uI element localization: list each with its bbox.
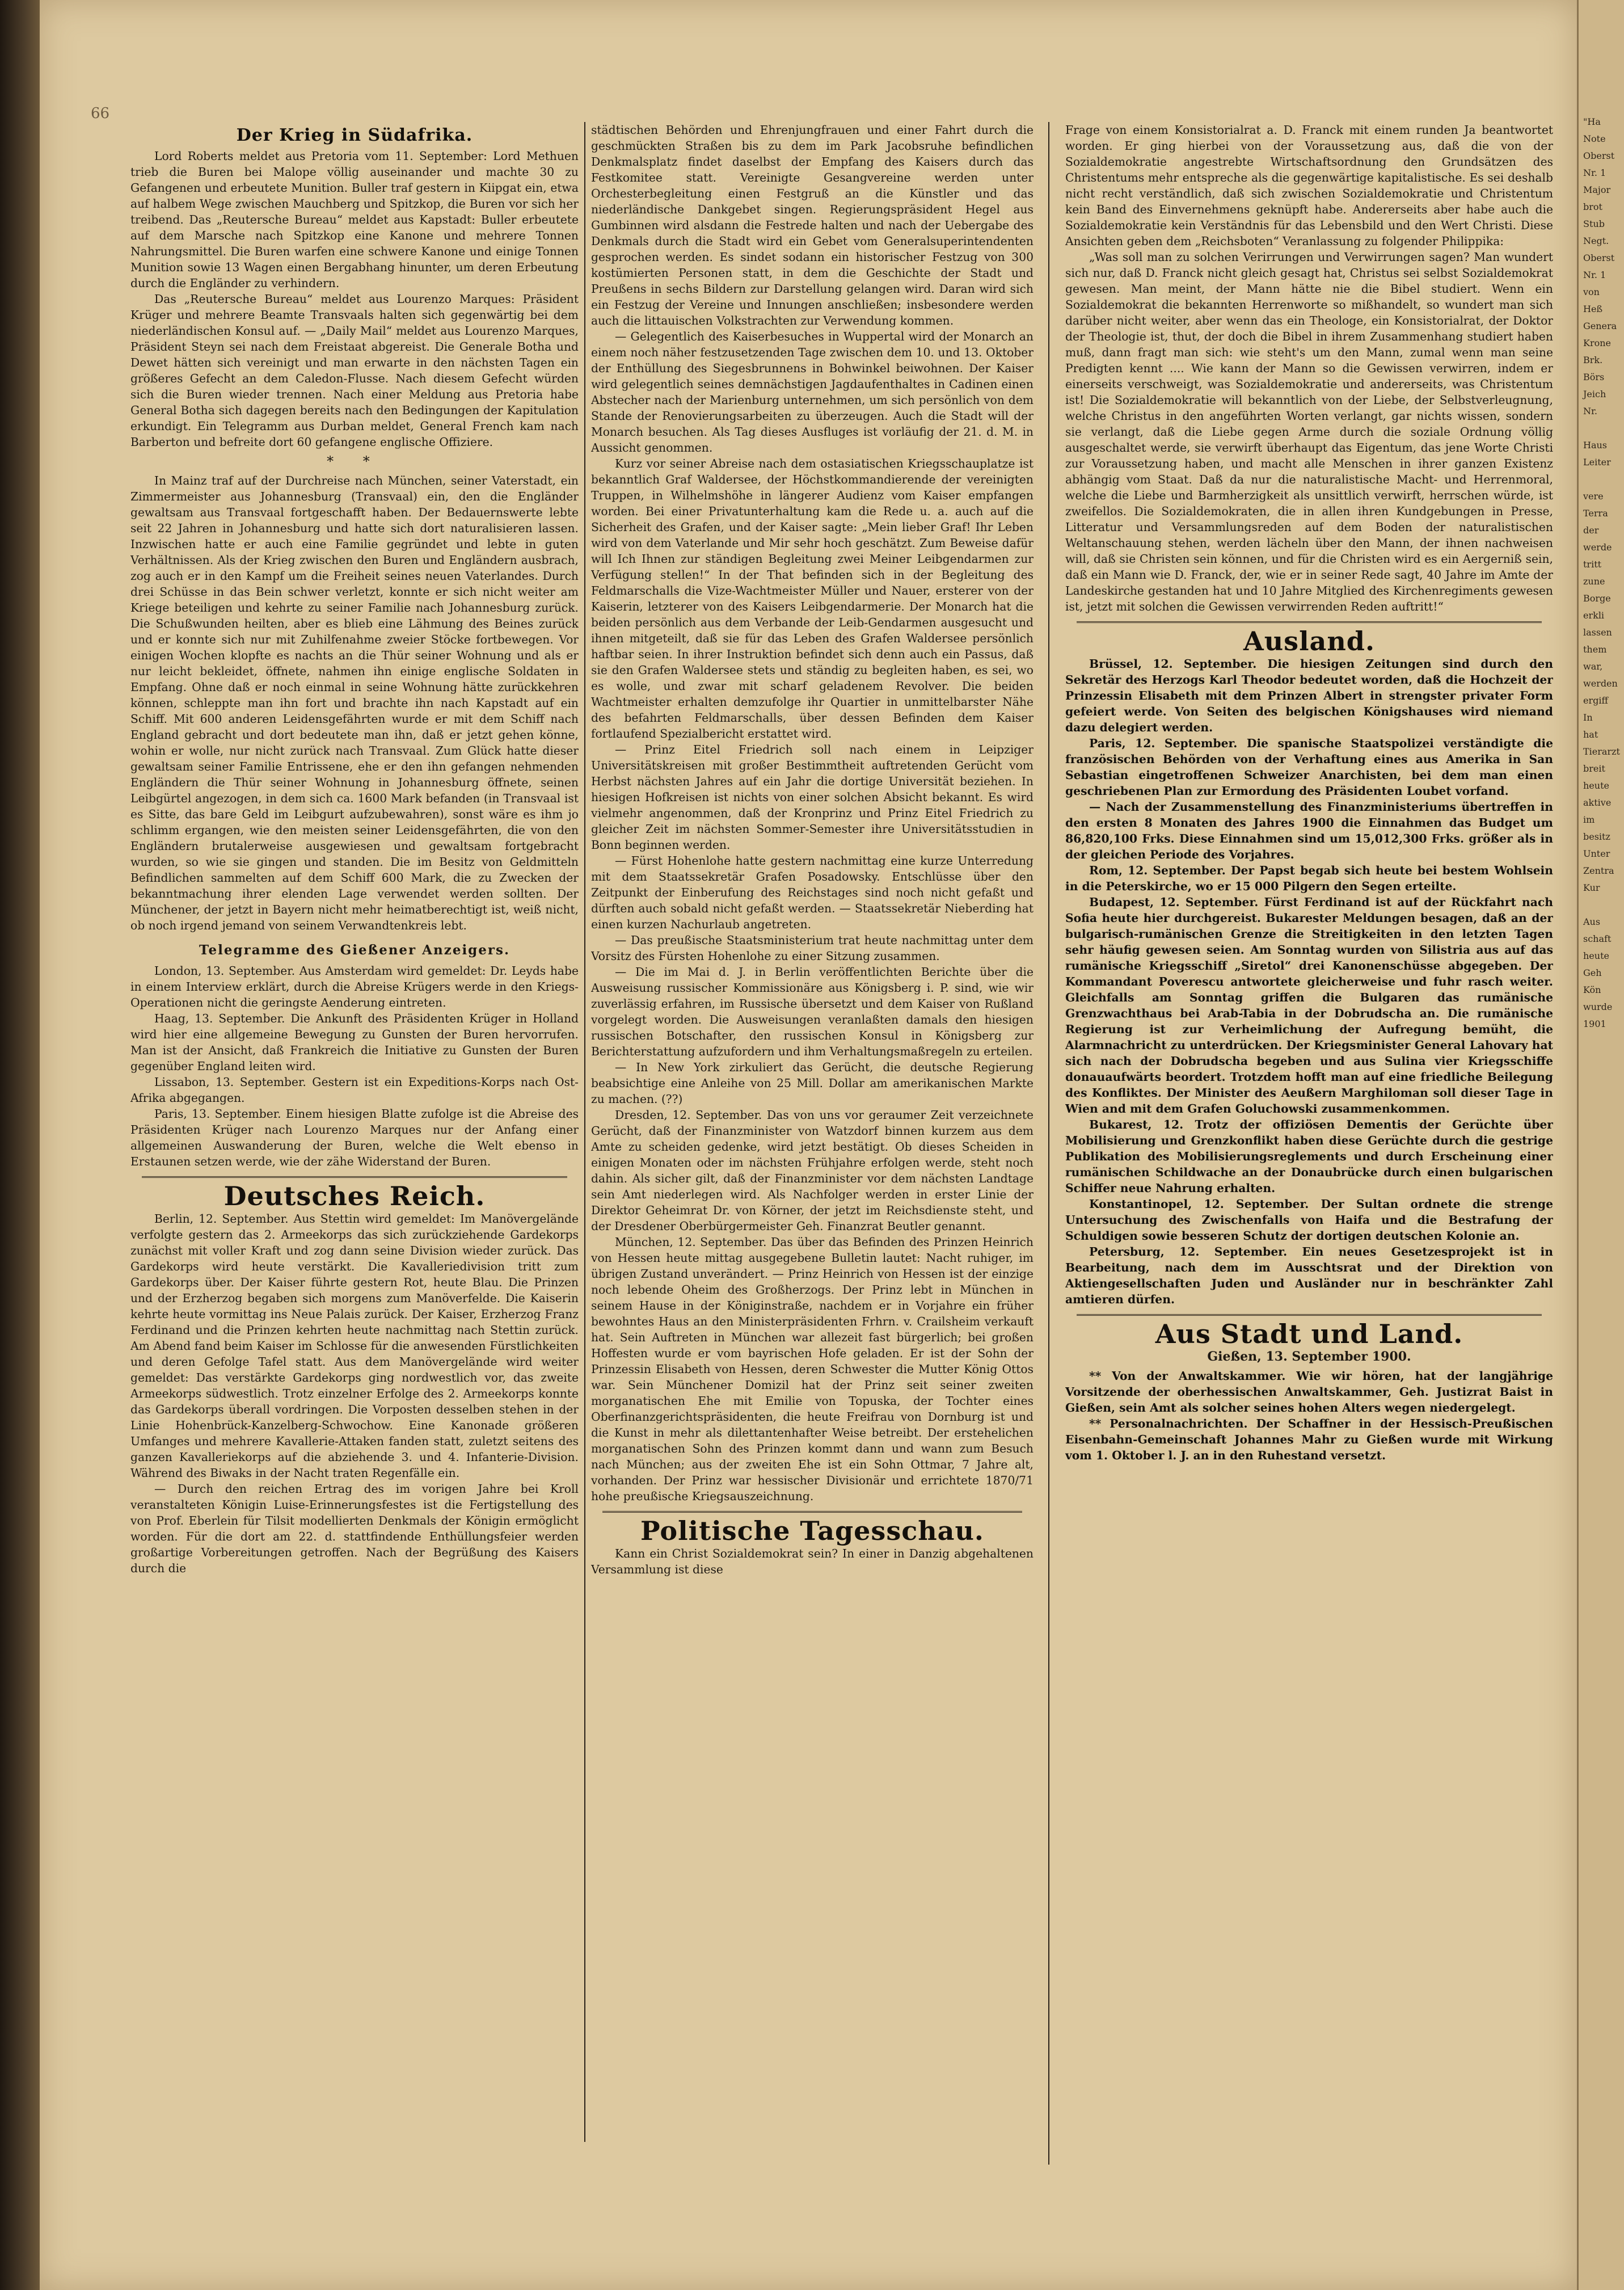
quote-paragraph: „Was soll man zu solchen Verirrungen und Verwirrungen sagen? Man wundert sich nur, daß D. Franck nicht gleich gesagt hat, Christus sei selbst Sozialdemokrat gewesen. Man meint, der Mann hätte nie die Bibel studiert. Wenn ein Sozialdemokrat die bekannten Herrenworte so mißhandelt, so wundert man sich darüber nicht weiter, aber wenn das ein Theologe, ein Konsistorialrat, der Doktor der Theologie ist, thut, der doch die Bibel in ihrem Zusammenhang studiert haben muß, dann fragt man sich: wie steht's um den Mann, zumal wenn man seine Predigten kennt .... Wie kann der Mann so die Gewissen verwirren, indem er einerseits verschweigt, was Sozialdemokratie und andererseits, was Christentum ist! Die Sozialdemokratie will bekanntlich von der Liebe, der Selbstverleugnung, welche Christus in den angeführten Worten verlangt, gar nichts wissen, sondern sie verlangt, daß die Liebe gegen Arme durch die soziale Ordnung völlig ausgeschaltet werde, sie verwirft überhaupt das Eigentum, das jene Worte Christi zur Voraussetzung haben, und macht alle Menschen in ihrer ganzen Existenz abhängig vom Staat. Daß da nur die naturalistische Macht- und Herrenmoral, welche die Liebe und Barmherzigkeit als unsittlich verwirft, herrschen würde, ist zweifellos. Die Sozialdemokraten, die in allen ihren Kundgebungen in Presse, Litteratur und Versammlungsreden auf dem Boden der naturalistischen Weltanschauung stehen, werden lächeln über den Mann, der ihnen nachweisen will, daß sie Christen sein können, und für die Christen wird es ein Aergerniß sein, daß ein Mann wie D. Franck, der, wie er in seiner Rede sagt, 40 Jahre im Amte der Landeskirche gestanden hat und 10 Jahre Mitglied des Kirchenregiments gewesen ist, jetzt mit solchen die Gewissen verwirrenden Reden auftritt!“ xyxy=(1065,250,1553,613)
article-paragraph: — Fürst Hohenlohe hatte gestern nachmittag eine kurze Unterredung mit dem Staatssekretär Grafen Posadowsky. Entschlüsse über den Zeitpunkt der Einberufung des Reichstages sind noch nicht gefaßt und dürften auch sobald nicht gefaßt werden. — Staatssekretär Nieberding hat einen kurzen Nachurlaub angetreten. xyxy=(591,854,1034,931)
column-3 xyxy=(1065,122,1553,2176)
page-number: 66 xyxy=(91,105,110,122)
column-rule-1 xyxy=(584,122,585,2142)
article-paragraph: Lord Roberts meldet aus Pretoria vom 11. September: Lord Methuen trieb die Buren bei Malope völlig auseinander und machte 30 zu Gefangenen und erbeutete Munition. Buller traf gestern in Kiipgat ein, etwa auf halbem Wege zwischen Mauchberg und Spitzkop, die Buren vor sich her treibend. Das „Reutersche Bureau“ meldet aus Kapstadt: Buller erbeutete auf dem Marsche nach Spitzkop eine Kanone und mehrere Tonnen Nahrungsmittel. Die Buren warfen eine schwere Kanone und einige Tonnen Munition sowie 13 Wagen einen Bergabhang hinunter, um deren Erbeutung durch die Engländer zu verhindern. xyxy=(130,149,579,290)
article-paragraph: ** Personalnachrichten. Der Schaffner in der Hessisch-Preußischen Eisenbahn-Gemeinschaft Johannes Mahr zu Gießen wurde mit Wirkung vom 1. Oktober l. J. an in den Ruhestand versetzt. xyxy=(1065,1417,1553,1462)
heading-krieg: Der Krieg in Südafrika. xyxy=(236,125,473,145)
section-divider xyxy=(1077,621,1542,623)
column-1 xyxy=(130,122,579,2131)
article-paragraph: Das „Reutersche Bureau“ meldet aus Lourenzo Marques: Präsident Krüger und mehrere Beamte Transvaals halten sich gegenwärtig bei dem niederländischen Konsul auf. — „Daily Mail“ meldet aus Lourenzo Marques, Präsident Steyn sei nach dem Freistaat abgereist. Die Generale Botha und Dewet hätten sich vereinigt und man erwarte in den nächsten Tagen ein größeres Gefecht an dem Caledon-Flusse. Nach diesem Gefecht würden sich die Buren wieder trennen. Nach einer Meldung aus Pretoria habe General Botha sich dagegen bereits nach den Bedingungen der Kapitulation erkundigt. Ein Telegramm aus Durban meldet, General French kam nach Barberton und befreite dort 60 gefangene englische Offiziere. xyxy=(130,292,579,449)
article-paragraph: — Die im Mai d. J. in Berlin veröffentlichten Berichte über die Ausweisung russischer Kommissionäre aus Königsberg i. P. sind, wie wir zuverlässig erfahren, im Russische übersetzt und dem Kaiser von Rußland vorgelegt worden. Die Ausweisungen veranlaßten damals den hiesigen russischen Botschafter, den russischen Konsul in Königsberg zur Berichterstattung aufzufordern und ihm Verhaltungsmaßregeln zu erteilen. xyxy=(591,965,1034,1058)
dateline: Gießen, 13. September 1900. xyxy=(1207,1349,1411,1364)
article-paragraph: städtischen Behörden und Ehrenjungfrauen und einer Fahrt durch die geschmückten Straßen bis zu dem im Park Jacobsruhe befindlichen Denkmalsplatz findet daselbst der Empfang des Kaisers durch das Festkomitee statt. Vereinigte Gesangvereine werden unter Orchesterbegleitung einen Festgruß an die Künstler und das niederländische Dankgebet singen. Regierungspräsident Hegel aus Gumbinnen wird alsdann die Festrede halten und nach der Uebergabe des Denkmals durch die Stadt wird ein Gebet vom Generalsuperintendenten gesprochen werden. Es sindet sodann ein historischer Festzug von 300 kostümierten Personen statt, in dem die Geschichte der Stadt und Preußens in sechs Bildern zur Darstellung gelangen wird. Daran wird sich ein Festzug der Vereine und Innungen anschließen; insbesondere werden auch die littauischen Volkstrachten zur Verwendung kommen. xyxy=(591,123,1034,327)
article-paragraph: Konstantinopel, 12. September. Der Sultan ordnete die strenge Untersuchung des Zwischenfalls von Haifa und die Bestrafung der Schuldigen sowie besseren Schutz der dortigen deutschen Kolonie an. xyxy=(1065,1197,1553,1243)
article-paragraph: Kurz vor seiner Abreise nach dem ostasiatischen Kriegsschauplatze ist bekanntlich Graf Waldersee, der Höchstkommandierende der vereinigten Truppen, in Wilhelmshöhe in längerer Audienz vom Kaiser empfangen worden. Bei einer Privatunterhaltung kam die Rede u. a. auch auf die Sicherheit des Grafen, und der Kaiser sagte: „Mein lieber Graf! Ihr Leben wird von dem Vaterlande und Mir sehr hoch geschätzt. Zum Beweise dafür will Ich Ihnen zur ständigen Begleitung zwei Meiner Leibgendarmen zur Verfügung stellen!“ In der That befinden sich in der Begleitung des Feldmarschalls die Vize-Wachtmeister Müller und Nauer, ersterer von der Kaiserin, letzterer von des Kaisers Leibgendarmerie. Der Monarch hat die beiden persönlich aus dem Verbande der Leib-Gendarmen ausgesucht und ihnen mitgeteilt, daß sie für das Leben des Grafen Waldersee persönlich haftbar seien. In ihrer Instruktion befindet sich denn auch ein Passus, daß sie den Grafen Waldersee stets und ständig zu begleiten haben, es sei, wo es wolle, und zwar mit scharf geladenem Revolver. Die beiden Wachtmeister erhalten demzufolge ihr Quartier in unmittelbarster Nähe des befahrten Feldmarschalls, über dessen Befinden dem Kaiser fortlaufend Spezialbericht erstattet wird. xyxy=(591,457,1034,740)
book-binding xyxy=(0,0,40,2290)
article-paragraph: Bukarest, 12. Trotz der offiziösen Dementis der Gerüchte über Mobilisierung und Grenzkonflikt haben diese Gerüchte durch die gestrige Publikation des Mobilisierungsreglements und durch Erscheinung einer rumänischen Schildwache an der Donaubrücke durch einen bulgarischen Schiffer neue Nahrung erhalten. xyxy=(1065,1118,1553,1195)
article-paragraph: Kann ein Christ Sozialdemokrat sein? In einer in Danzig abgehaltenen Versammlung ist diese xyxy=(591,1547,1034,1576)
article-paragraph: ** Von der Anwaltskammer. Wie wir hören, hat der langjährige Vorsitzende der oberhessischen Anwaltskammer, Geh. Justizrat Baist in Gießen, sein Amt als solcher seines hohen Alters wegen niedergelegt. xyxy=(1065,1369,1553,1415)
article-paragraph: Petersburg, 12. September. Ein neues Gesetzesprojekt ist in Bearbeitung, nach dem im Ausschtsrat und der Direktion von Aktiengesellschaften Juden und Ausländer nur in beschränkter Zahl amtieren dürfen. xyxy=(1065,1245,1553,1306)
section-divider xyxy=(142,1176,567,1178)
column-2 xyxy=(591,122,1034,2153)
heading-aus-stadt-und-land: Aus Stadt und Land. xyxy=(1155,1319,1463,1349)
article-paragraph: — In New York zirkuliert das Gerücht, die deutsche Regierung beabsichtige eine Anleihe von 25 Mill. Dollar am amerikanischen Markte zu machen. (??) xyxy=(591,1060,1034,1106)
section-divider: * * xyxy=(327,453,382,469)
article-paragraph: — Das preußische Staatsministerium trat heute nachmittag unter dem Vorsitz des Fürsten Hohenlohe zu einer Sitzung zusammen. xyxy=(591,933,1034,963)
article-paragraph: München, 12. September. Das über das Befinden des Prinzen Heinrich von Hessen heute mittag ausgegebene Bulletin lautet: Nacht ruhiger, im übrigen Zustand unverändert. — Prinz Heinrich von Hessen ist der einzige noch lebende Oheim des Großherzogs. Der Prinz lebt in München in seinem Hause in der Königinstraße, nachdem er in Vorjahre ein früher bewohntes Haus an den Ministerpräsidenten Frhrn. v. Crailsheim verkauft hat. Sein Auftreten in München war allezeit fast bürgerlich; bei großen Hoffesten wurde er vom bayrischen Hofe geladen. Er ist der Sohn der Prinzessin Elisabeth von Hessen, deren Schwester die Mutter König Ottos war. Sein Münchener Domizil hat der Prinz seit seiner zweiten morganatischen Ehe mit Emilie von Topuska, der Tochter eines Oberfinanzgerichtspräsidenten, die heute Freifrau von Dornburg ist und die Kunst in mehr als dilettantenhafter Weise betreibt. Der erstehelichen morganatischen Sohn des Prinzen kommt dann und wann zum Besuch nach München; aus der zweiten Ehe ist ein Sohn Ottmar, 7 Jahre alt, vorhanden. Der Prinz war hessischer Divisionär und errichtete 1870/71 hohe preußische Kriegsauszeichnung. xyxy=(591,1235,1034,1503)
article-paragraph: Budapest, 12. September. Fürst Ferdinand ist auf der Rückfahrt nach Sofia heute hier durchgereist. Bukarester Meldungen besagen, daß an der bulgarisch-rumänischen Grenze die Streitigkeiten in den letzten Tagen sehr häufig gewesen seien. Am Sonntag wurden von Silistria aus auf das rumänische Kriegsschiff „Siretol“ drei Kanonenschüsse abgegeben. Der Kommandant Poverescu antwortete gleicherweise und fuhr rasch weiter. Gleichfalls am Sonntag griffen die Bulgaren das rumänische Grenzwachthaus bei Arab-Tabia in der Dobrudscha an. Die rumänische Regierung ist zur Verheimlichung der Aufregung bemüht, die Alarmnachricht zu unterdrücken. Der Kriegsminister General Lahovary hat sich nach der Dobrudscha begeben und aus Sulina vier Kriegsschiffe donauaufwärts beordert. Trotzdem hofft man auf eine friedliche Beilegung des Konfliktes. Der Minister des Aeußern Marghiloman soll dieser Tage in Wien and mit dem Grafen Goluchowski zusammenkommen. xyxy=(1065,895,1553,1115)
article-paragraph: Paris, 12. September. Die spanische Staatspolizei verständigte die französischen Behörden von der Verhaftung eines aus Amerika in San Sebastian eingetroffenen Schweizer Anarchisten, bei dem man einen geschriebenen Plan zur Ermordung des Präsidenten Loubet vorfand. xyxy=(1065,736,1553,798)
article-paragraph: Rom, 12. September. Der Papst begab sich heute bei bestem Wohlsein in die Peterskirche, wo er 15 000 Pilgern den Segen erteilte. xyxy=(1065,864,1553,893)
article-paragraph: — Prinz Eitel Friedrich soll nach einem in Leipziger Universitätskreisen mit großer Bestimmtheit auftretenden Gerücht vom Herbst nächsten Jahres auf ein Jahr die dortige Universität beziehen. In hiesigen Hofkreisen ist nichts von einer solchen Absicht bekannt. Es wird vielmehr angenommen, daß der Kronprinz und Prinz Eitel Friedrich zu gleicher Zeit im nächsten Sommer-Semester ihre Universitätsstudien in Bonn beginnen werden. xyxy=(591,743,1034,852)
telegram-paragraph: London, 13. September. Aus Amsterdam wird gemeldet: Dr. Leyds habe in einem Interview erklärt, durch die Abreise Krügers werde in den Kriegs-Operationen nicht die geringste Aenderung eintreten. xyxy=(130,964,579,1009)
article-paragraph: In Mainz traf auf der Durchreise nach München, seiner Vaterstadt, ein Zimmermeister aus Johannesburg (Transvaal) ein, den die Engländer gewaltsam aus Transvaal fortgeschafft haben. Der Bedauernswerte lebte seit 22 Jahren in Johannesburg und hatte sich dort naturalisieren lassen. Inzwischen hatte er auch eine Familie gegründet und lebte in guten Verhältnissen. Als der Krieg zwischen den Buren und Engländern ausbrach, zog auch er in den Kampf um die Freiheit seines neuen Vaterlandes. Durch drei Schüsse in das Bein schwer verletzt, konnte er sich nicht weiter am Kriege beteiligen und kehrte zu seiner Familie nach Johannesburg zurück. Die Schußwunden heilten, aber es blieb eine Lähmung des Beines zurück und er konnte sich nur mit Zuhilfenahme zweier Stöcke fortbewegen. Vor einigen Wochen klopfte es nachts an die Thür seiner Wohnung und als er nur leicht bekleidet, öffnete, nahmen ihn einige englische Soldaten in Empfang. Ohne daß er noch einmal in seine Wohnung hätte zurückkehren können, schleppte man ihn fort und brachte ihn nach Kapstadt auf ein Schiff. Mit 600 anderen Leidensgefährten wurde er mit dem Schiff nach England gebracht und dort bedeutete man ihn, daß er jetzt gehen könne, wohin er wolle, nur nicht zurück nach Transvaal. Zum Glück hatte dieser gewaltsam seiner Familie Entrissene, ehe er den ihn gefangen nehmenden Engländern die Thür seiner Wohnung in Johannesburg öffnete, seinen Leibgürtel angezogen, in dem sich ca. 1600 Mark befanden (in Transvaal ist es Sitte, das bare Geld im Leibgurt aufzubewahren), sonst wäre es ihm jo schlimm ergangen, wie den meisten seiner Leidensgefährten, die von den Engländern brutalerweise ausgewiesen und gewaltsam fortgebracht wurden, so wie sie gingen und standen. Die im Besitz von Geldmitteln Befindlichen sammelten auf dem Schiff 600 Mark, die zu Zwecken der bekanntmachung ihrer elenden Lage verwendet werden sollten. Der Münchener, der jetzt in Bayern nicht mehr heimatberechtigt ist, weiß nicht, ob noch irgend jemand von seinem Verwandtenkreis lebt. xyxy=(130,474,579,932)
article-paragraph: Brüssel, 12. September. Die hiesigen Zeitungen sind durch den Sekretär des Herzogs Karl Theodor bedeutet worden, daß die Hochzeit der Prinzessin Elisabeth mit dem Prinzen Albert in strengster privater Form gefeiert werde. Von Seiten des belgischen Königshauses wird niemand dazu delegiert werden. xyxy=(1065,657,1553,734)
section-divider xyxy=(602,1511,1022,1513)
article-paragraph: Dresden, 12. September. Das von uns vor geraumer Zeit verzeichnete Gerücht, daß der Finanzminister von Watzdorf binnen kurzem aus dem Amte zu scheiden gedenke, wird jetzt bestätigt. Ob dieses Scheiden in einigen Monaten oder im nächsten Frühjahre erfolgen werde, steht noch dahin. Als sicher gilt, daß der Finanzminister vor dem nächsten Landtage sein Amt niederlegen wird. Als Nachfolger werden in erster Linie der Direktor Geheimrat Dr. von Körner, der jetzt im Reichsdienste steht, und der Dresdener Oberbürgermeister Geh. Finanzrat Beutler genannt. xyxy=(591,1108,1034,1233)
column-rule-2 xyxy=(1048,122,1049,2165)
heading-telegramme: Telegramme des Gießener Anzeigers. xyxy=(199,942,510,958)
telegram-paragraph: Paris, 13. September. Einem hiesigen Blatte zufolge ist die Abreise des Präsidenten Krüger nach Lourenzo Marques nur der Anfang einer allgemeinen Auswanderung der Buren, welche die Welt ebenso in Erstaunen setzen werde, wie der zähe Widerstand der Buren. xyxy=(130,1107,579,1168)
section-divider xyxy=(1077,1314,1542,1316)
heading-deutsches-reich: Deutsches Reich. xyxy=(223,1181,486,1211)
article-paragraph: Berlin, 12. September. Aus Stettin wird gemeldet: Im Manövergelände verfolgte gestern das 2. Armeekorps das sich zurückziehende Gardekorps zunächst mit voller Kraft und zog dann seine Division wieder zurück. Das Gardekorps wird heute verstärkt. Die Kavalleriedivision tritt zum Gardekorps über. Der Kaiser führte gestern Rot, heute Blau. Die Prinzen und der Erzherzog begaben sich morgens zum Manöverfelde. Die Kaiserin kehrte heute vormittag ins Neue Palais zurück. Der Kaiser, Erzherzog Franz Ferdinand und die Prinzen kehrten heute nachmittag nach Stettin zurück. Am Abend fand beim Kaiser im Schlosse für die anwesenden Fürstlichkeiten und deren Gefolge Tafel statt. Aus dem Manövergelände wird weiter gemeldet: Das verstärkte Gardekorps ging nordwestlich vor, das zweite Armeekorps südwestlich. Trotz einzelner Erfolge des 2. Armeekorps konnte das Gardekorps überall vordringen. Die Vorposten desselben stehen in der Linie Hohenbrück-Kanzelberg-Schwochow. Eine Kanonade größeren Umfanges und mehrere Kavallerie-Attaken fanden statt, zuletzt seitens des ganzen Kavalleriekorps auf die abziehende 3. und 4. Infanterie-Division. Während des Biwaks in der Nacht traten Regenfälle ein. xyxy=(130,1212,579,1480)
article-paragraph: — Gelegentlich des Kaiserbesuches in Wuppertal wird der Monarch an einem noch näher festzusetzenden Tage zwischen dem 10. und 13. Oktober der Enthüllung des Siegesbrunnens in Bohwinkel beiwohnen. Der Kaiser wird gelegentlich seines demnächstigen Jagdaufenthaltes in Cadinen einen Abstecher nach der Marienburg unternehmen, um sich persönlich von dem Stande der Renovierungsarbeiten zu überzeugen. Auch die Stadt will der Monarch besuchen. Als Tag dieses Ausfluges ist vorläufig der 21. d. M. in Aussicht genommen. xyxy=(591,330,1034,454)
heading-politische-tagesschau: Politische Tagesschau. xyxy=(640,1516,984,1546)
heading-ausland: Ausland. xyxy=(1243,626,1375,656)
article-paragraph: — Durch den reichen Ertrag des im vorigen Jahre bei Kroll veranstalteten Königin Luise-Erinnerungsfestes ist die Fertigstellung des von Prof. Eberlein für Tilsit modellierten Denkmals der Königin ermöglicht worden. Für die dort am 22. d. stattfindende Enthüllungsfeier werden großartige Vorbereitungen getroffen. Nach der Begrüßung des Kaisers durch die xyxy=(130,1482,579,1575)
next-page-fragment: "Ha Note Oberst Nr. 1 Major brot Stub Negt. Oberst Nr. 1 von Heß Genera Krone Brk. Börs Jeich Nr. Haus Leiter vere Terra der werde tritt zune Borge erkli lassen them war, werden ergiff In hat Tierarzt breit heute aktive im besitz Unter Zentra Kur Aus schaft heute Geh Kön wurde 1901 xyxy=(1583,116,1620,1029)
article-paragraph: — Nach der Zusammenstellung des Finanzministeriums übertreffen in den ersten 8 Monaten des Jahres 1900 die Einnahmen das Budget um 86,820,100 Frks. Diese Einnahmen sind um 15,012,300 Frks. größer als in der gleichen Periode des Vorjahres. xyxy=(1065,800,1553,861)
telegram-paragraph: Haag, 13. September. Die Ankunft des Präsidenten Krüger in Holland wird hier eine allgemeine Bewegung zu Gunsten der Buren hervorrufen. Man ist der Ansicht, daß Frankreich die Initiative zu Gunsten der Buren gegenüber England leiten wird. xyxy=(130,1012,579,1073)
telegram-paragraph: Lissabon, 13. September. Gestern ist ein Expeditions-Korps nach Ost-Afrika abgegangen. xyxy=(130,1075,579,1105)
next-page-edge xyxy=(1577,0,1624,2290)
article-paragraph: Frage von einem Konsistorialrat a. D. Franck mit einem runden Ja beantwortet worden. Er ging hierbei von der Voraussetzung aus, daß die von der Sozialdemokratie angestrebte Wirtschaftsordnung den Grundsätzen des Christentums mehr entspreche als die gegenwärtige kapitalistische. Es sei deshalb nicht recht verständlich, daß sich zwischen Sozialdemokratie und Christentum kein Band des Einvernehmens geknüpft habe. Andererseits aber habe auch die Sozialdemokratie kein Verständnis für das Lebensbild und den Wert Christi. Diese Ansichten geben dem „Reichsboten“ Veranlassung zu folgender Philippika: xyxy=(1065,123,1553,248)
